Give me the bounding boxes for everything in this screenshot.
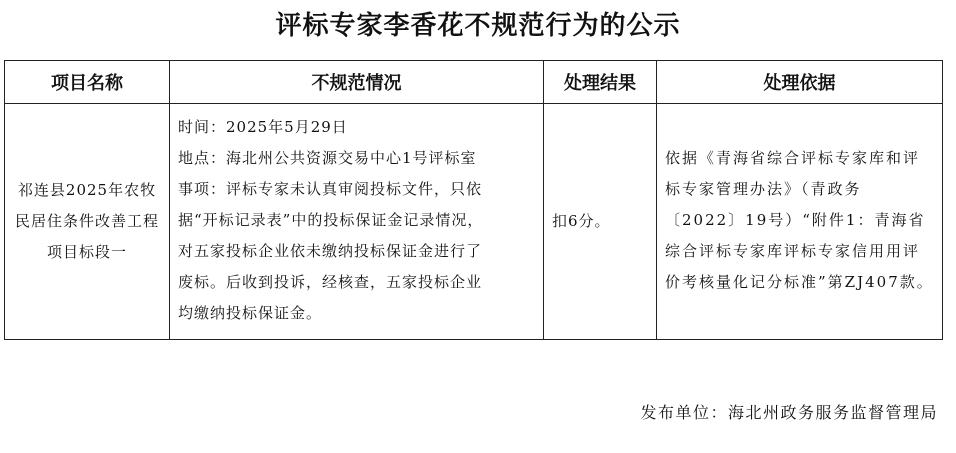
- detail-line-matter: 事项：评标专家未认真审阅投标文件，只依: [178, 180, 483, 198]
- header-irregularity: 不规范情况: [170, 61, 544, 104]
- result-cell: 扣6分。: [544, 104, 657, 340]
- publisher-line: 发布单位：海北州政务服务监督管理局: [640, 403, 938, 422]
- basis-cell: 依据《青海省综合评标专家库和评标专家管理办法》（青政务〔2022〕19号）“附件1：青海省综合评标专家库评标专家信用用评价考核量化记分标准”第ZJ407款。: [657, 104, 943, 340]
- header-project-name: 项目名称: [5, 61, 170, 104]
- header-basis: 处理依据: [657, 61, 943, 104]
- table-header-row: [5, 61, 943, 104]
- page-title: 评标专家李香花不规范行为的公示: [275, 11, 681, 41]
- notice-table: [4, 60, 943, 340]
- detail-line-time: 时间：2025年5月29日: [178, 118, 348, 136]
- project-name-cell: 祁连县2025年农牧民居住条件改善工程项目标段一: [5, 104, 170, 340]
- detail-line-location: 地点：海北州公共资源交易中心1号评标室: [178, 149, 477, 167]
- detail-line: 废标。后收到投诉，经核查，五家投标企业: [178, 273, 483, 291]
- detail-line: 对五家投标企业依未缴纳投标保证金进行了: [178, 242, 483, 260]
- header-result: 处理结果: [544, 61, 657, 104]
- table-row: [5, 104, 943, 340]
- detail-line: 据“开标记录表”中的投标保证金记录情况，: [178, 211, 484, 229]
- detail-line: 均缴纳投标保证金。: [178, 304, 323, 322]
- irregularity-cell: [170, 104, 544, 340]
